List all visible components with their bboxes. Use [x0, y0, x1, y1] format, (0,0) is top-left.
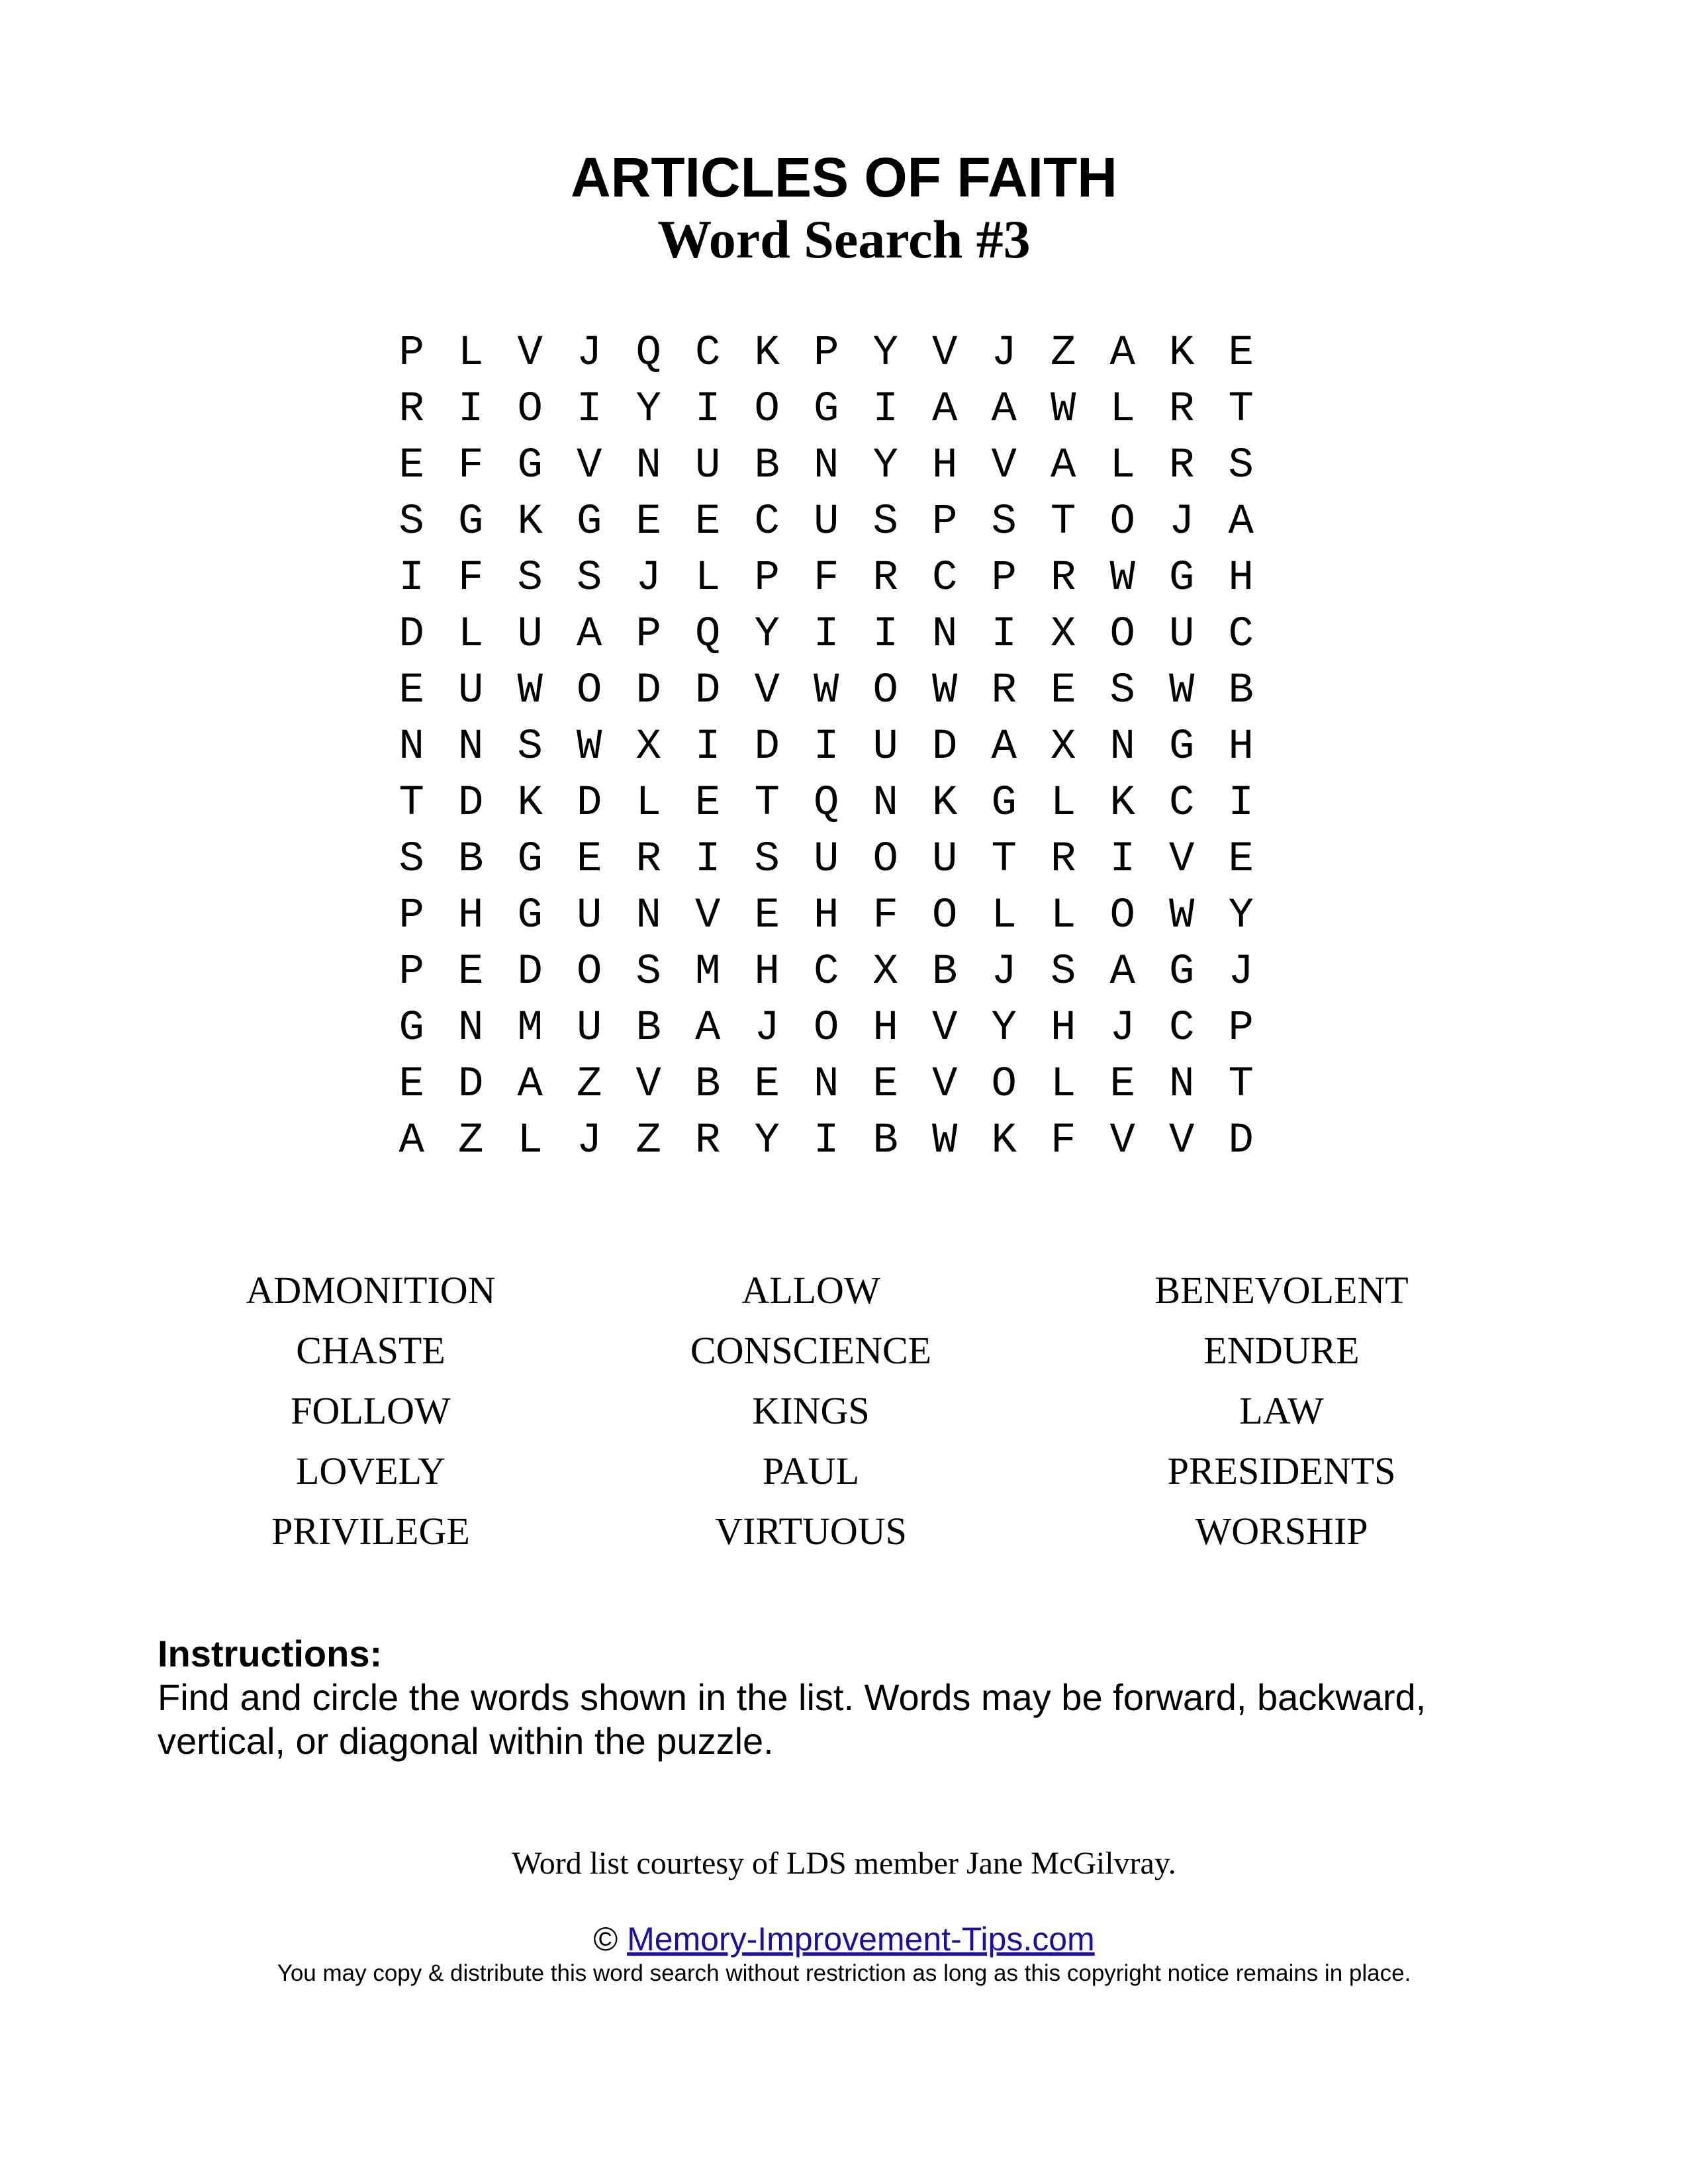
grid-letter: L: [695, 555, 721, 602]
grid-letter: O: [577, 667, 602, 715]
grid-letter: G: [1169, 948, 1195, 996]
grid-letter: S: [635, 948, 661, 996]
word-list-item: PAUL: [762, 1449, 860, 1492]
grid-letter: G: [991, 780, 1017, 827]
grid-row: [382, 551, 1271, 607]
grid-letter: P: [1228, 1005, 1254, 1052]
grid-letter: A: [1109, 330, 1135, 377]
grid-letter: X: [1051, 723, 1076, 771]
grid-row: [382, 888, 1271, 944]
grid-letter: K: [932, 780, 958, 827]
grid-letter: L: [991, 892, 1017, 940]
instructions-body: Find and circle the words shown in the list. Words may be forward, backward, vertical, or diagonal within the puzzle.: [158, 1676, 1427, 1762]
grid-letter: G: [1169, 555, 1195, 602]
grid-letter: U: [814, 836, 839, 884]
grid-letter: B: [754, 442, 780, 490]
grid-letter: K: [517, 780, 543, 827]
grid-letter: V: [517, 330, 543, 377]
grid-letter: U: [932, 836, 958, 884]
grid-letter: C: [695, 330, 721, 377]
grid-letter: E: [1051, 667, 1076, 715]
grid-letter: O: [872, 836, 898, 884]
grid-letter: G: [814, 386, 839, 433]
grid-letter: X: [635, 723, 661, 771]
grid-letter: V: [1169, 836, 1195, 884]
grid-letter: I: [577, 386, 602, 433]
grid-letter: A: [991, 386, 1017, 433]
grid-letter: C: [814, 948, 839, 996]
grid-letter: G: [1169, 723, 1195, 771]
grid-letter: R: [1051, 836, 1076, 884]
grid-row: [382, 382, 1271, 438]
word-list-row: [0, 1381, 1688, 1441]
copyright-notice: You may copy & distribute this word search without restriction as long as this copyright notice remains in place.: [277, 1960, 1411, 1986]
grid-letter: C: [1169, 780, 1195, 827]
grid-row: [382, 944, 1271, 1001]
grid-letter: Q: [635, 330, 661, 377]
word-list-item: VIRTUOUS: [715, 1510, 907, 1553]
grid-row: [382, 832, 1271, 888]
grid-letter: O: [991, 1061, 1017, 1109]
grid-letter: D: [754, 723, 780, 771]
grid-letter: E: [872, 1061, 898, 1109]
grid-letter: O: [1109, 611, 1135, 659]
word-list-item: CHASTE: [296, 1329, 445, 1372]
grid-letter: L: [1109, 386, 1135, 433]
grid-letter: V: [695, 892, 721, 940]
grid-letter: N: [814, 1061, 839, 1109]
grid-letter: Y: [1228, 892, 1254, 940]
grid-letter: L: [517, 1117, 543, 1165]
grid-letter: R: [1169, 386, 1195, 433]
grid-letter: W: [577, 723, 602, 771]
grid-letter: A: [577, 611, 602, 659]
grid-letter: I: [1228, 780, 1254, 827]
grid-letter: G: [517, 442, 543, 490]
word-list-item: PRESIDENTS: [1167, 1449, 1396, 1492]
grid-letter: P: [399, 892, 424, 940]
grid-letter: Y: [754, 1117, 780, 1165]
grid-letter: C: [1169, 1005, 1195, 1052]
word-list-row: [0, 1260, 1688, 1320]
grid-letter: F: [458, 442, 484, 490]
grid-letter: N: [458, 1005, 484, 1052]
grid-letter: E: [1228, 330, 1254, 377]
grid-letter: G: [517, 836, 543, 884]
grid-letter: V: [635, 1061, 661, 1109]
grid-letter: S: [1051, 948, 1076, 996]
grid-letter: I: [814, 723, 839, 771]
grid-letter: W: [814, 667, 839, 715]
grid-letter: I: [872, 611, 898, 659]
grid-letter: N: [932, 611, 958, 659]
grid-letter: K: [1109, 780, 1135, 827]
grid-row: [382, 719, 1271, 776]
grid-letter: Y: [872, 442, 898, 490]
page-subtitle: Word Search #3: [657, 209, 1031, 269]
grid-letter: O: [932, 892, 958, 940]
word-list-item: PRIVILEGE: [271, 1510, 470, 1553]
grid-letter: D: [1228, 1117, 1254, 1165]
grid-letter: H: [932, 442, 958, 490]
grid-letter: N: [635, 892, 661, 940]
grid-letter: I: [458, 386, 484, 433]
grid-letter: D: [932, 723, 958, 771]
grid-letter: C: [754, 498, 780, 546]
grid-letter: R: [399, 386, 424, 433]
grid-letter: U: [577, 892, 602, 940]
grid-letter: E: [577, 836, 602, 884]
word-list-item: ALLOW: [741, 1269, 880, 1312]
grid-row: [382, 1001, 1271, 1057]
grid-letter: A: [517, 1061, 543, 1109]
grid-letter: J: [754, 1005, 780, 1052]
grid-letter: D: [458, 780, 484, 827]
grid-letter: J: [577, 330, 602, 377]
grid-letter: Z: [458, 1117, 484, 1165]
grid-letter: E: [399, 442, 424, 490]
grid-letter: V: [577, 442, 602, 490]
grid-letter: S: [517, 555, 543, 602]
grid-letter: O: [754, 386, 780, 433]
grid-letter: A: [399, 1117, 424, 1165]
grid-letter: J: [635, 555, 661, 602]
grid-letter: S: [754, 836, 780, 884]
grid-letter: U: [695, 442, 721, 490]
grid-letter: U: [458, 667, 484, 715]
grid-letter: E: [458, 948, 484, 996]
grid-letter: S: [991, 498, 1017, 546]
grid-letter: F: [814, 555, 839, 602]
grid-letter: Y: [754, 611, 780, 659]
grid-letter: O: [517, 386, 543, 433]
grid-letter: O: [577, 948, 602, 996]
site-link[interactable]: Memory-Improvement-Tips.com: [627, 1921, 1095, 1958]
grid-letter: J: [1109, 1005, 1135, 1052]
grid-letter: M: [517, 1005, 543, 1052]
grid-letter: U: [577, 1005, 602, 1052]
grid-letter: O: [1109, 498, 1135, 546]
grid-letter: R: [695, 1117, 721, 1165]
grid-letter: U: [1169, 611, 1195, 659]
grid-letter: T: [991, 836, 1017, 884]
grid-letter: S: [399, 498, 424, 546]
grid-letter: G: [399, 1005, 424, 1052]
grid-letter: L: [1051, 892, 1076, 940]
copyright-symbol: ©: [593, 1921, 618, 1958]
grid-letter: P: [814, 330, 839, 377]
grid-letter: N: [1109, 723, 1135, 771]
grid-letter: D: [517, 948, 543, 996]
grid-letter: V: [932, 330, 958, 377]
word-list-credit: Word list courtesy of LDS member Jane McGilvray.: [512, 1846, 1176, 1881]
grid-letter: N: [814, 442, 839, 490]
grid-row: [382, 494, 1271, 551]
grid-letter: K: [1169, 330, 1195, 377]
grid-letter: A: [695, 1005, 721, 1052]
grid-letter: V: [1109, 1117, 1135, 1165]
grid-letter: W: [1169, 892, 1195, 940]
grid-letter: R: [635, 836, 661, 884]
grid-letter: E: [1228, 836, 1254, 884]
grid-letter: L: [458, 611, 484, 659]
grid-letter: Q: [814, 780, 839, 827]
grid-letter: I: [814, 611, 839, 659]
grid-letter: D: [695, 667, 721, 715]
grid-letter: R: [1051, 555, 1076, 602]
grid-letter: J: [577, 1117, 602, 1165]
grid-letter: U: [872, 723, 898, 771]
grid-letter: S: [1109, 667, 1135, 715]
grid-letter: Y: [635, 386, 661, 433]
grid-letter: B: [932, 948, 958, 996]
grid-letter: W: [1169, 667, 1195, 715]
grid-letter: E: [695, 498, 721, 546]
grid-letter: V: [991, 442, 1017, 490]
word-list-item: ENDURE: [1203, 1329, 1360, 1372]
grid-letter: B: [458, 836, 484, 884]
grid-letter: B: [872, 1117, 898, 1165]
grid-letter: S: [577, 555, 602, 602]
grid-row: [382, 438, 1271, 494]
grid-letter: E: [635, 498, 661, 546]
grid-letter: L: [1051, 1061, 1076, 1109]
grid-letter: A: [991, 723, 1017, 771]
grid-letter: K: [517, 498, 543, 546]
grid-letter: L: [635, 780, 661, 827]
grid-letter: Q: [695, 611, 721, 659]
word-list-item: LAW: [1239, 1389, 1324, 1432]
grid-letter: D: [458, 1061, 484, 1109]
word-list-item: KINGS: [752, 1389, 870, 1432]
word-list-item: ADMONITION: [246, 1269, 496, 1312]
grid-letter: K: [754, 330, 780, 377]
grid-letter: E: [399, 1061, 424, 1109]
grid-letter: A: [1051, 442, 1076, 490]
grid-letter: H: [872, 1005, 898, 1052]
grid-letter: U: [517, 611, 543, 659]
grid-letter: I: [399, 555, 424, 602]
grid-letter: S: [517, 723, 543, 771]
grid-letter: N: [458, 723, 484, 771]
grid-letter: H: [754, 948, 780, 996]
grid-letter: M: [695, 948, 721, 996]
grid-letter: N: [1169, 1061, 1195, 1109]
grid-letter: R: [872, 555, 898, 602]
grid-letter: X: [872, 948, 898, 996]
word-list-item: LOVELY: [295, 1449, 446, 1492]
grid-letter: J: [991, 948, 1017, 996]
grid-row: [382, 326, 1271, 382]
grid-letter: Z: [577, 1061, 602, 1109]
grid-letter: K: [991, 1117, 1017, 1165]
grid-letter: C: [1228, 611, 1254, 659]
grid-letter: E: [695, 780, 721, 827]
word-list-item: FOLLOW: [291, 1389, 451, 1432]
grid-letter: W: [932, 667, 958, 715]
grid-letter: V: [932, 1061, 958, 1109]
grid-letter: S: [399, 836, 424, 884]
grid-row: [382, 1057, 1271, 1113]
grid-letter: B: [635, 1005, 661, 1052]
grid-letter: N: [399, 723, 424, 771]
word-list-item: CONSCIENCE: [690, 1329, 932, 1372]
grid-letter: J: [1169, 498, 1195, 546]
grid-letter: W: [1109, 555, 1135, 602]
grid-letter: P: [754, 555, 780, 602]
grid-letter: W: [1051, 386, 1076, 433]
grid-letter: D: [399, 611, 424, 659]
grid-letter: X: [1051, 611, 1076, 659]
word-list-item: WORSHIP: [1195, 1510, 1368, 1553]
grid-letter: E: [754, 1061, 780, 1109]
grid-letter: Y: [991, 1005, 1017, 1052]
grid-letter: A: [932, 386, 958, 433]
grid-letter: T: [399, 780, 424, 827]
grid-letter: N: [635, 442, 661, 490]
grid-letter: G: [458, 498, 484, 546]
grid-letter: R: [1169, 442, 1195, 490]
grid-letter: H: [814, 892, 839, 940]
word-list-row: [0, 1441, 1688, 1501]
grid-letter: Y: [872, 330, 898, 377]
grid-letter: I: [991, 611, 1017, 659]
grid-letter: F: [458, 555, 484, 602]
grid-letter: G: [517, 892, 543, 940]
grid-row: [382, 663, 1271, 719]
grid-letter: F: [1051, 1117, 1076, 1165]
grid-letter: U: [814, 498, 839, 546]
grid-letter: B: [695, 1061, 721, 1109]
grid-letter: H: [1228, 723, 1254, 771]
grid-letter: T: [1228, 1061, 1254, 1109]
grid-letter: I: [814, 1117, 839, 1165]
grid-letter: J: [1228, 948, 1254, 996]
grid-letter: E: [1109, 1061, 1135, 1109]
grid-letter: L: [458, 330, 484, 377]
grid-letter: I: [695, 723, 721, 771]
grid-letter: P: [635, 611, 661, 659]
grid-letter: W: [517, 667, 543, 715]
grid-letter: D: [635, 667, 661, 715]
grid-letter: P: [399, 330, 424, 377]
grid-letter: R: [991, 667, 1017, 715]
grid-letter: P: [399, 948, 424, 996]
grid-letter: E: [754, 892, 780, 940]
grid-letter: A: [1228, 498, 1254, 546]
grid-letter: O: [814, 1005, 839, 1052]
grid-letter: A: [1109, 948, 1135, 996]
grid-letter: I: [872, 386, 898, 433]
grid-letter: F: [872, 892, 898, 940]
word-list-row: [0, 1320, 1688, 1381]
instructions-heading: Instructions:: [158, 1633, 383, 1674]
grid-letter: L: [1051, 780, 1076, 827]
grid-letter: L: [1109, 442, 1135, 490]
copyright-line: [0, 1919, 1688, 1959]
grid-letter: O: [1109, 892, 1135, 940]
grid-row: [382, 1113, 1271, 1169]
word-list-item: BENEVOLENT: [1154, 1269, 1409, 1312]
grid-letter: S: [872, 498, 898, 546]
grid-letter: P: [991, 555, 1017, 602]
grid-letter: V: [1169, 1117, 1195, 1165]
grid-letter: D: [577, 780, 602, 827]
grid-letter: I: [1109, 836, 1135, 884]
grid-letter: V: [932, 1005, 958, 1052]
grid-letter: Z: [635, 1117, 661, 1165]
word-search-grid: [382, 326, 1271, 1169]
grid-letter: S: [1228, 442, 1254, 490]
grid-row: [382, 607, 1271, 663]
grid-letter: P: [932, 498, 958, 546]
grid-letter: Z: [1051, 330, 1076, 377]
grid-letter: N: [872, 780, 898, 827]
grid-letter: E: [399, 667, 424, 715]
page-title: ARTICLES OF FAITH: [571, 146, 1117, 208]
grid-letter: H: [1228, 555, 1254, 602]
grid-letter: W: [932, 1117, 958, 1165]
grid-letter: T: [1228, 386, 1254, 433]
grid-letter: V: [754, 667, 780, 715]
instructions-block: [158, 1632, 1548, 1763]
grid-letter: G: [577, 498, 602, 546]
grid-letter: C: [932, 555, 958, 602]
grid-row: [382, 776, 1271, 832]
grid-letter: T: [1051, 498, 1076, 546]
grid-letter: H: [1051, 1005, 1076, 1052]
grid-letter: B: [1228, 667, 1254, 715]
grid-letter: I: [695, 386, 721, 433]
word-list: [0, 1260, 1688, 1561]
word-list-row: [0, 1501, 1688, 1561]
grid-letter: J: [991, 330, 1017, 377]
grid-letter: O: [872, 667, 898, 715]
grid-letter: I: [695, 836, 721, 884]
grid-letter: T: [754, 780, 780, 827]
grid-letter: H: [458, 892, 484, 940]
